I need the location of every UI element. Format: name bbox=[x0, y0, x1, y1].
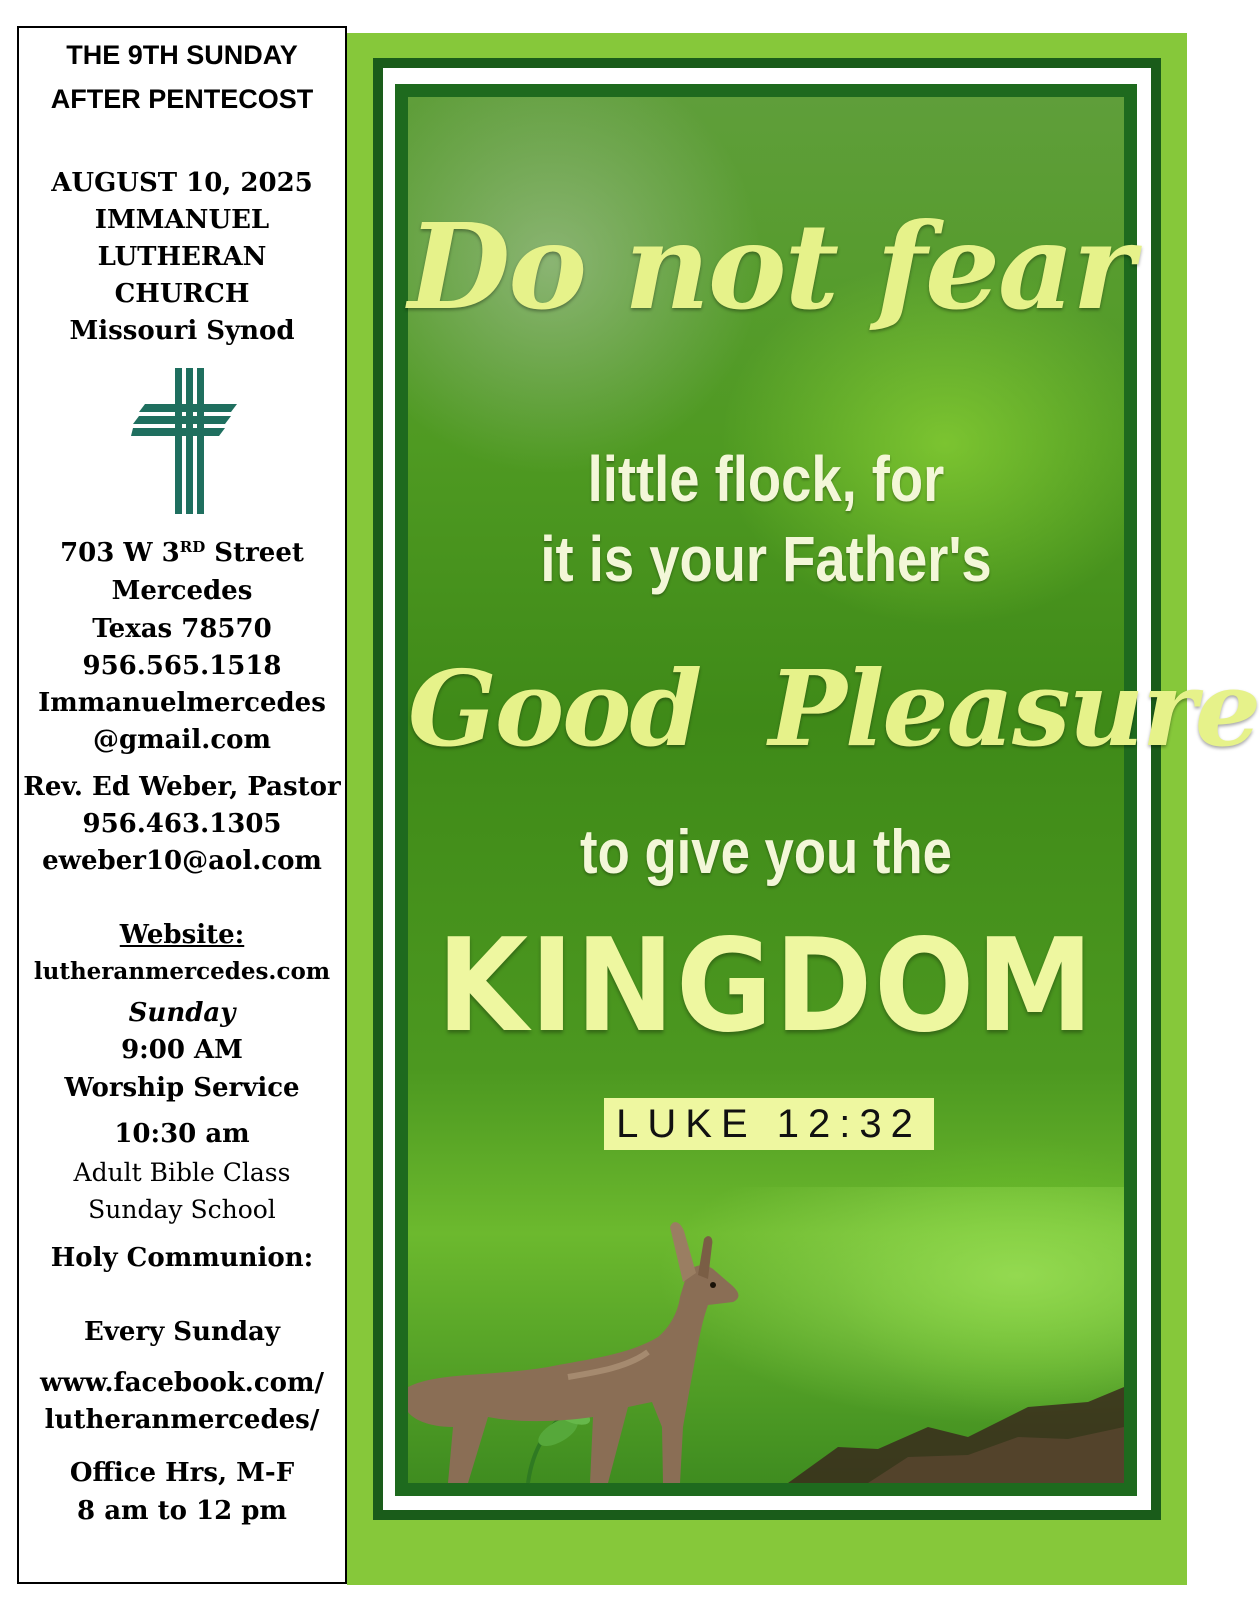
worship-time: 9:00 AM bbox=[121, 1035, 243, 1065]
website-link[interactable]: lutheranmercedes.com bbox=[33, 958, 331, 985]
bulletin-title-line2: AFTER PENTECOST bbox=[50, 84, 314, 114]
poster-line-fathers: it is your Father's bbox=[540, 523, 992, 595]
church-name-line3: CHURCH bbox=[114, 279, 250, 309]
poster-line-little-flock: little flock, for bbox=[587, 443, 945, 515]
service-date: AUGUST 10, 2025 bbox=[51, 168, 313, 198]
scripture-reference: LUKE 12:32 bbox=[616, 1102, 922, 1146]
poster-line-do-not-fear: Do not fear bbox=[408, 197, 1133, 336]
class-label-sunday-school: Sunday School bbox=[88, 1195, 276, 1224]
facebook-link-line1[interactable]: www.facebook.com/ bbox=[39, 1368, 325, 1398]
facebook-link-line2[interactable]: lutheranmercedes/ bbox=[44, 1405, 320, 1435]
lcms-cross-logo bbox=[131, 368, 247, 514]
bulletin-title-line1: THE 9TH SUNDAY bbox=[66, 40, 298, 70]
sunday-label: Sunday bbox=[128, 998, 236, 1028]
office-hours-label: Office Hrs, M-F bbox=[69, 1458, 295, 1488]
church-name-line1: IMMANUEL bbox=[94, 205, 270, 235]
address-city: Mercedes bbox=[111, 576, 253, 606]
church-email-line1[interactable]: Immanuelmercedes bbox=[38, 688, 326, 718]
church-info-sidebar bbox=[17, 26, 347, 1584]
worship-label: Worship Service bbox=[64, 1073, 300, 1103]
scripture-reference-box bbox=[604, 1098, 934, 1150]
address-street-name: Street bbox=[205, 538, 304, 568]
website-label: Website: bbox=[119, 920, 245, 950]
synod: Missouri Synod bbox=[69, 316, 295, 346]
office-hours-time: 8 am to 12 pm bbox=[77, 1496, 287, 1526]
address-street bbox=[19, 538, 345, 568]
poster-line-kingdom: KINGDOM bbox=[436, 912, 1096, 1061]
communion-frequency: Every Sunday bbox=[83, 1317, 281, 1347]
communion-label: Holy Communion: bbox=[50, 1243, 314, 1273]
pastor-phone: 956.463.1305 bbox=[82, 809, 282, 839]
class-time: 10:30 am bbox=[114, 1119, 250, 1149]
pastor-email[interactable]: eweber10@aol.com bbox=[42, 846, 322, 876]
address-state-zip: Texas 78570 bbox=[92, 614, 272, 644]
address-number: 703 W 3 bbox=[60, 538, 180, 568]
class-label-adult: Adult Bible Class bbox=[73, 1158, 291, 1187]
lamb-image bbox=[408, 1187, 1124, 1483]
address-ordinal: RD bbox=[179, 538, 206, 556]
church-name-line2: LUTHERAN bbox=[97, 242, 267, 272]
church-phone: 956.565.1518 bbox=[82, 651, 282, 681]
poster-line-to-give: to give you the bbox=[580, 818, 952, 887]
scripture-poster bbox=[408, 97, 1259, 1483]
pastor-name: Rev. Ed Weber, Pastor bbox=[23, 772, 341, 802]
poster-line-good-pleasure: Good Pleasure bbox=[408, 647, 1259, 770]
church-email-line2[interactable]: @gmail.com bbox=[92, 725, 272, 755]
